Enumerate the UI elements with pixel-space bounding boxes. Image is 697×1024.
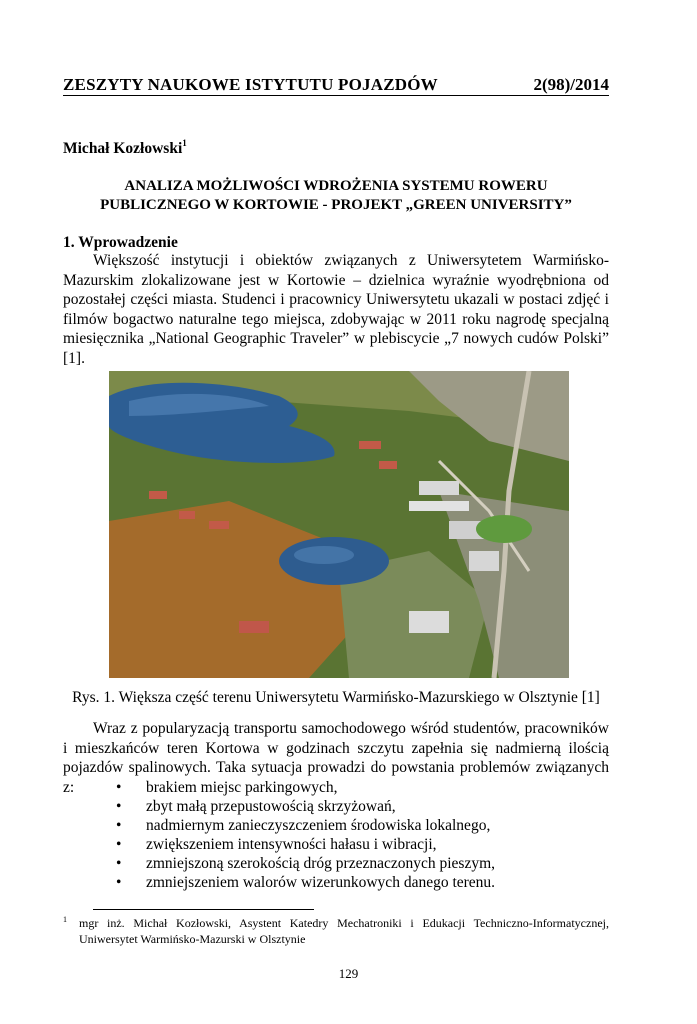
aerial-photo-drawing <box>109 371 569 678</box>
bullet-icon: • <box>116 779 122 796</box>
section-heading: 1. Wprowadzenie <box>63 234 178 251</box>
list-item <box>112 778 495 797</box>
intro-line-2: Mazurskim zlokalizowane jest w Kortowie – dzielnica wyraźnie wyodrębniona od <box>63 271 609 289</box>
author-name <box>63 138 187 158</box>
intro-line-6: [1]. <box>63 349 85 367</box>
intro-line-3: pozostałej części miasta. Studenci i pracownicy Uniwersytetu ukazali w postaci zdjęć i <box>63 291 609 309</box>
footnote-mark: 1 <box>63 915 67 924</box>
list-item <box>112 854 495 873</box>
body-line-1: Wraz z popularyzacją transportu samochodowego wśród studentów, pracowników <box>93 720 609 737</box>
journal-header <box>63 75 609 96</box>
list-item-text: zwiększeniem intensywności hałasu i wibracji, <box>146 836 437 853</box>
intro-line-4: filmów bogactwo naturalne tego miejsca, zdobywając w 2011 roku nagrodę specjalną <box>63 310 609 328</box>
problem-list <box>112 778 495 892</box>
bullet-icon: • <box>116 855 122 872</box>
list-item <box>112 797 495 816</box>
footnote-divider <box>93 909 314 910</box>
intro-line-5: miesięcznika „National Geographic Traveler” w plebiscycie „7 nowych cudów Polski” <box>63 330 609 348</box>
list-item <box>112 835 495 854</box>
list-item-text: zbyt małą przepustowością skrzyżowań, <box>146 798 396 815</box>
list-item-text: zmniejszeniem walorów wizerunkowych danego terenu. <box>146 874 496 891</box>
list-item-text: brakiem miejsc parkingowych, <box>146 779 338 796</box>
list-item <box>112 816 495 835</box>
list-item-text: nadmiernym zanieczyszczeniem środowiska lokalnego, <box>146 817 491 834</box>
author-text: Michał Kozłowski <box>63 140 183 157</box>
title-line-1: ANALIZA MOŻLIWOŚCI WDROŻENIA SYSTEMU ROWERU <box>124 178 548 194</box>
journal-title: ZESZYTY NAUKOWE ISTYTUTU POJAZDÓW <box>63 75 438 94</box>
author-footnote-mark: 1 <box>182 138 187 148</box>
journal-issue: 2(98)/2014 <box>533 75 609 94</box>
page-number: 129 <box>338 966 359 981</box>
bullet-icon: • <box>116 798 122 815</box>
footnote-line-1: mgr inż. Michał Kozłowski, Asystent Katedry Mechatroniki i Edukacji Techniczno-Informatycznej, <box>79 916 609 930</box>
body-line-3: pojazdów spalinowych. Taka sytuacja prowadzi do powstania problemów związanych z: <box>63 759 609 796</box>
bullet-icon: • <box>116 836 122 853</box>
footnote-line-2: Uniwersytet Warmińsko-Mazurski w Olsztynie <box>79 932 306 946</box>
bullet-icon: • <box>116 817 122 834</box>
list-item-text: zmniejszoną szerokością dróg przeznaczonych pieszym, <box>146 855 496 872</box>
list-item <box>112 873 495 892</box>
body-line-2: i mieszkańców teren Kortowa w godzinach szczytu zapełnia się nadmierną ilością <box>63 739 609 757</box>
paper-title <box>63 177 609 215</box>
figure-caption: Rys. 1. Większa część terenu Uniwersytetu Warmińsko-Mazurskiego w Olsztynie [1] <box>72 689 600 706</box>
title-line-2: PUBLICZNEGO W KORTOWIE - PROJEKT „GREEN UNIVERSITY” <box>100 197 572 213</box>
aerial-campus-photo <box>109 371 569 678</box>
bullet-icon: • <box>116 874 122 891</box>
footnote <box>63 915 609 947</box>
intro-paragraph <box>63 251 609 369</box>
intro-line-1: Większość instytucji i obiektów związanych z Uniwersytetem Warmińsko- <box>93 252 609 269</box>
